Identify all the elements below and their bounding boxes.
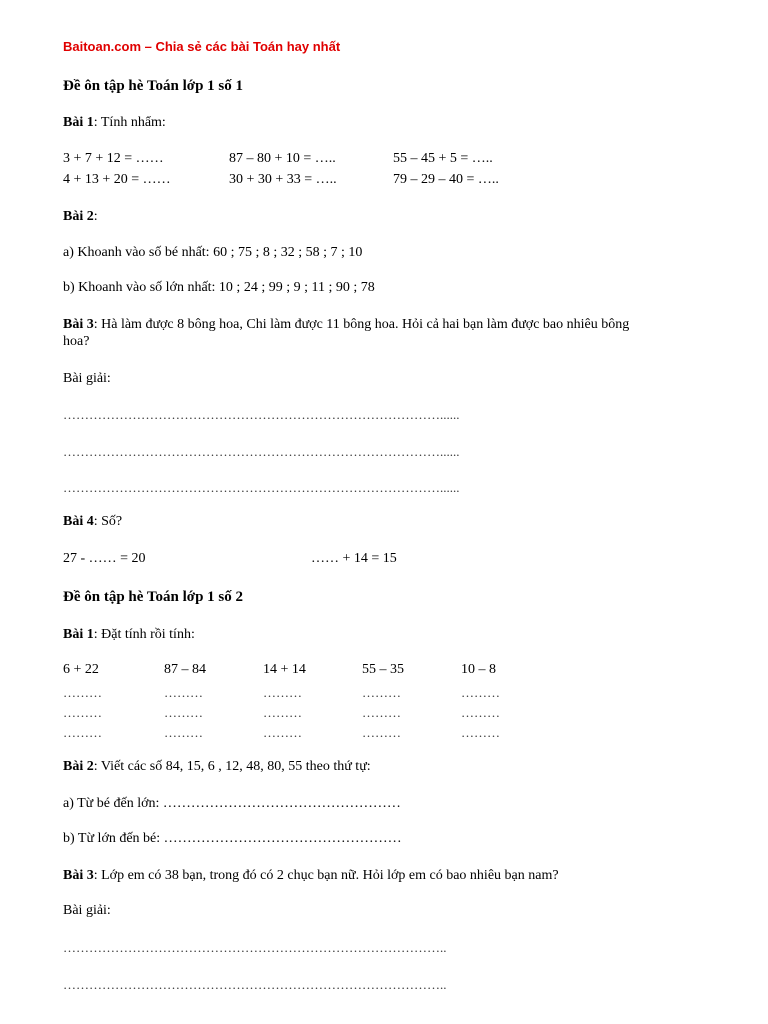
blank: ……… — [63, 705, 102, 720]
solution-label: Bài giải: — [63, 903, 111, 918]
exercise-2b: b) Từ lớn đến bé: …………………………………………… — [63, 831, 402, 846]
exercise-text: : — [93, 209, 98, 224]
exam-1-exercise-3 — [63, 317, 629, 333]
blank: ……… — [63, 725, 102, 740]
column-expr: 6 + 22 — [63, 662, 99, 677]
column-expr: 14 + 14 — [263, 662, 306, 677]
exam-1-exercise-1 — [63, 115, 166, 131]
exam-1-exercise-4 — [63, 514, 122, 530]
exam-1-exercise-2 — [63, 209, 98, 225]
calc-1-3: 55 – 45 + 5 = ….. — [393, 151, 493, 166]
exercise-label: Bài 1 — [63, 115, 94, 130]
calc-2-1: 4 + 13 + 20 = …… — [63, 172, 171, 187]
calc-2-2: 30 + 30 + 33 = ….. — [229, 172, 337, 187]
answer-line: …………………………………………………………………………….. — [63, 977, 447, 992]
fill-blank-left: 27 - …… = 20 — [63, 551, 146, 566]
blank: ……… — [362, 685, 401, 700]
blank: ……… — [461, 725, 500, 740]
exam-2-exercise-1 — [63, 627, 195, 643]
exam-2-exercise-2 — [63, 759, 371, 775]
exercise-label: Bài 2 — [63, 209, 94, 224]
blank: ……… — [164, 725, 203, 740]
exercise-text: : Số? — [93, 514, 123, 529]
blank: ……… — [263, 705, 302, 720]
blank: ……… — [164, 705, 203, 720]
exercise-text: : Tính nhẩm: — [93, 115, 166, 130]
solution-label: Bài giải: — [63, 371, 111, 386]
exercise-label: Bài 2 — [63, 759, 94, 774]
answer-line: ……………………………………………………………………………...... — [63, 407, 460, 422]
blank: ……… — [63, 685, 102, 700]
blank: ……… — [263, 725, 302, 740]
exam-1-title: Đề ôn tập hè Toán lớp 1 số 1 — [63, 78, 244, 94]
answer-line: ……………………………………………………………………………...... — [63, 444, 460, 459]
blank: ……… — [164, 685, 203, 700]
exercise-label: Bài 1 — [63, 627, 94, 642]
calc-2-3: 79 – 29 – 40 = ….. — [393, 172, 499, 187]
exercise-text: : Đặt tính rồi tính: — [93, 627, 195, 642]
exercise-2b: b) Khoanh vào số lớn nhất: 10 ; 24 ; 99 ; 9 ; 11 ; 90 ; 78 — [63, 280, 375, 295]
exercise-text: : Hà làm được 8 bông hoa, Chi làm được 11 bông hoa. Hỏi cả hai bạn làm được bao nhiêu bông — [93, 317, 630, 332]
exercise-3-text-cont: hoa? — [63, 334, 90, 349]
exam-2-exercise-3 — [63, 868, 559, 884]
site-header[interactable]: Baitoan.com – Chia sẻ các bài Toán hay nhất — [63, 39, 341, 54]
column-expr: 55 – 35 — [362, 662, 404, 677]
exercise-label: Bài 4 — [63, 514, 94, 529]
exercise-text: : Lớp em có 38 bạn, trong đó có 2 chục bạn nữ. Hỏi lớp em có bao nhiêu bạn nam? — [93, 868, 559, 883]
exercise-label: Bài 3 — [63, 317, 94, 332]
answer-line: ……………………………………………………………………………...... — [63, 480, 460, 495]
exercise-text: : Viết các số 84, 15, 6 , 12, 48, 80, 55 theo thứ tự: — [93, 759, 371, 774]
exam-2-title: Đề ôn tập hè Toán lớp 1 số 2 — [63, 589, 244, 605]
exercise-2a: a) Khoanh vào số bé nhất: 60 ; 75 ; 8 ; 32 ; 58 ; 7 ; 10 — [63, 245, 363, 260]
blank: ……… — [362, 725, 401, 740]
column-expr: 10 – 8 — [461, 662, 496, 677]
blank: ……… — [263, 685, 302, 700]
answer-line: …………………………………………………………………………….. — [63, 940, 447, 955]
exercise-2a: a) Từ bé đến lớn: …………………………………………… — [63, 796, 401, 811]
exercise-label: Bài 3 — [63, 868, 94, 883]
blank: ……… — [362, 705, 401, 720]
calc-1-2: 87 – 80 + 10 = ….. — [229, 151, 336, 166]
fill-blank-right: …… + 14 = 15 — [311, 551, 397, 566]
blank: ……… — [461, 705, 500, 720]
column-expr: 87 – 84 — [164, 662, 206, 677]
calc-1-1: 3 + 7 + 12 = …… — [63, 151, 164, 166]
blank: ……… — [461, 685, 500, 700]
